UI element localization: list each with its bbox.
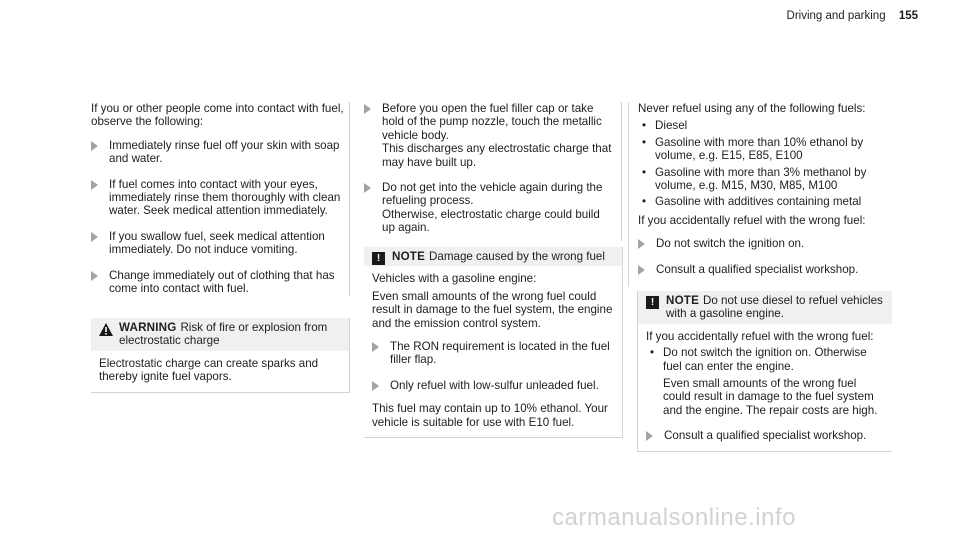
note-header (638, 291, 892, 324)
bullet-icon: • (642, 119, 647, 133)
list-item-text: Diesel (655, 119, 688, 133)
list-item (638, 195, 892, 208)
note-label: NOTE (666, 294, 700, 307)
section-title: Driving and parking (786, 10, 886, 22)
bullet-icon: • (642, 195, 647, 209)
list-item (638, 136, 892, 163)
triangle-arrow-icon (372, 342, 379, 352)
triangle-arrow-icon (638, 265, 645, 275)
list-item-text: Gasoline with additives containing metal (655, 195, 862, 209)
step-text: Consult a qualified specialist workshop. (664, 429, 867, 443)
bullet-icon: • (650, 346, 655, 360)
triangle-arrow-icon (372, 381, 379, 391)
triangle-arrow-icon (91, 232, 98, 242)
step-item (638, 263, 892, 276)
list-item (638, 119, 892, 132)
bullet-icon: • (642, 135, 647, 149)
note-body (364, 266, 622, 437)
triangle-arrow-icon (638, 239, 645, 249)
step-item (372, 340, 614, 367)
step-text: Do not switch the ignition on. (656, 237, 805, 251)
step-item (91, 178, 349, 218)
step-item (372, 379, 614, 392)
step-text: Only refuel with low-sulfur unleaded fuel. (390, 378, 599, 392)
note-box (364, 247, 623, 438)
warning-header (91, 318, 349, 351)
triangle-arrow-icon (91, 141, 98, 151)
step-text: Before you open the fuel filler cap or take hold of the pump nozzle, touch the metallic vehicle body. This discharges any electrostatic charge that may have built up. (382, 102, 612, 169)
note-paragraph: Even small amounts of the wrong fuel could result in damage to the fuel system, the engine and the emission control system. (372, 289, 613, 330)
step-item (364, 181, 613, 235)
step-text: Change immediately out of clothing that has come into contact with fuel. (109, 268, 335, 296)
column-2 (364, 102, 622, 241)
note-box (637, 291, 892, 452)
exclamation-square-icon: ! (646, 296, 659, 309)
list-item (646, 346, 884, 417)
triangle-arrow-icon (364, 104, 371, 114)
list-item-text: Do not switch the ignition on. Otherwise fuel can enter the engine. (663, 346, 867, 373)
note-title: Do not use diesel to refuel vehicles with a gasoline engine. (666, 294, 883, 321)
step-item (646, 429, 884, 442)
step-text: Consult a qualified specialist workshop. (656, 262, 859, 276)
note-paragraph: Vehicles with a gasoline engine: (372, 272, 537, 286)
note-paragraph: If you accidentally refuel with the wrong fuel: (646, 329, 874, 343)
list-item-text: Gasoline with more than 3% methanol by volume, e.g. M15, M30, M85, M100 (655, 165, 867, 193)
list-item (638, 166, 892, 193)
step-text: If you swallow fuel, seek medical attention immediately. Do not induce vomiting. (109, 229, 325, 257)
step-item (91, 269, 349, 296)
step-item (638, 237, 892, 250)
triangle-arrow-icon (91, 180, 98, 190)
note-body (638, 324, 892, 451)
note-title: Damage caused by the wrong fuel (429, 250, 605, 263)
warning-triangle-icon (99, 323, 113, 336)
triangle-arrow-icon (646, 431, 653, 441)
page-number: 155 (898, 10, 918, 22)
triangle-arrow-icon (91, 271, 98, 281)
page-header (787, 10, 918, 23)
step-text: If fuel comes into contact with your eyes, immediately rinse them thoroughly with clean water. Seek medical attention immediately. (109, 177, 341, 218)
warning-title: Risk of fire or explosion from electrostatic charge (119, 321, 328, 348)
list-item-continuation: Even small amounts of the wrong fuel could result in damage to the fuel system and the engine. The repair costs are high. (663, 377, 878, 417)
note-paragraph: This fuel may contain up to 10% ethanol. Your vehicle is suitable for use with E10 fuel. (372, 402, 608, 429)
column-3 (628, 102, 892, 287)
warning-box (91, 318, 350, 393)
bullet-icon: • (642, 165, 647, 179)
step-item (91, 139, 349, 166)
step-block (364, 102, 622, 241)
watermark: carmanualsonline.info (552, 504, 796, 531)
intro-text: Never refuel using any of the following fuels: (638, 102, 866, 115)
intro-text: If you or other people come into contact with fuel, observe the following: (91, 102, 344, 129)
step-text: Do not get into the vehicle again during the refueling process. Otherwise, electrostatic charge could build up again. (382, 181, 603, 235)
step-text: The RON requirement is located in the fuel filler flap. (390, 340, 610, 367)
column-1 (91, 102, 350, 296)
note-header (364, 247, 622, 266)
step-item (91, 230, 349, 257)
triangle-arrow-icon (364, 183, 371, 193)
list-item-text: Gasoline with more than 10% ethanol by volume, e.g. E15, E85, E100 (655, 135, 864, 163)
exclamation-square-icon: ! (372, 252, 385, 265)
note-label: NOTE (392, 250, 426, 263)
step-item (364, 102, 613, 169)
warning-body: Electrostatic charge can create sparks and thereby ignite fuel vapors. (99, 356, 319, 384)
step-text: Immediately rinse fuel off your skin with soap and water. (109, 138, 340, 166)
warning-label: WARNING (119, 321, 177, 334)
body-text: If you accidentally refuel with the wrong fuel: (638, 213, 866, 227)
